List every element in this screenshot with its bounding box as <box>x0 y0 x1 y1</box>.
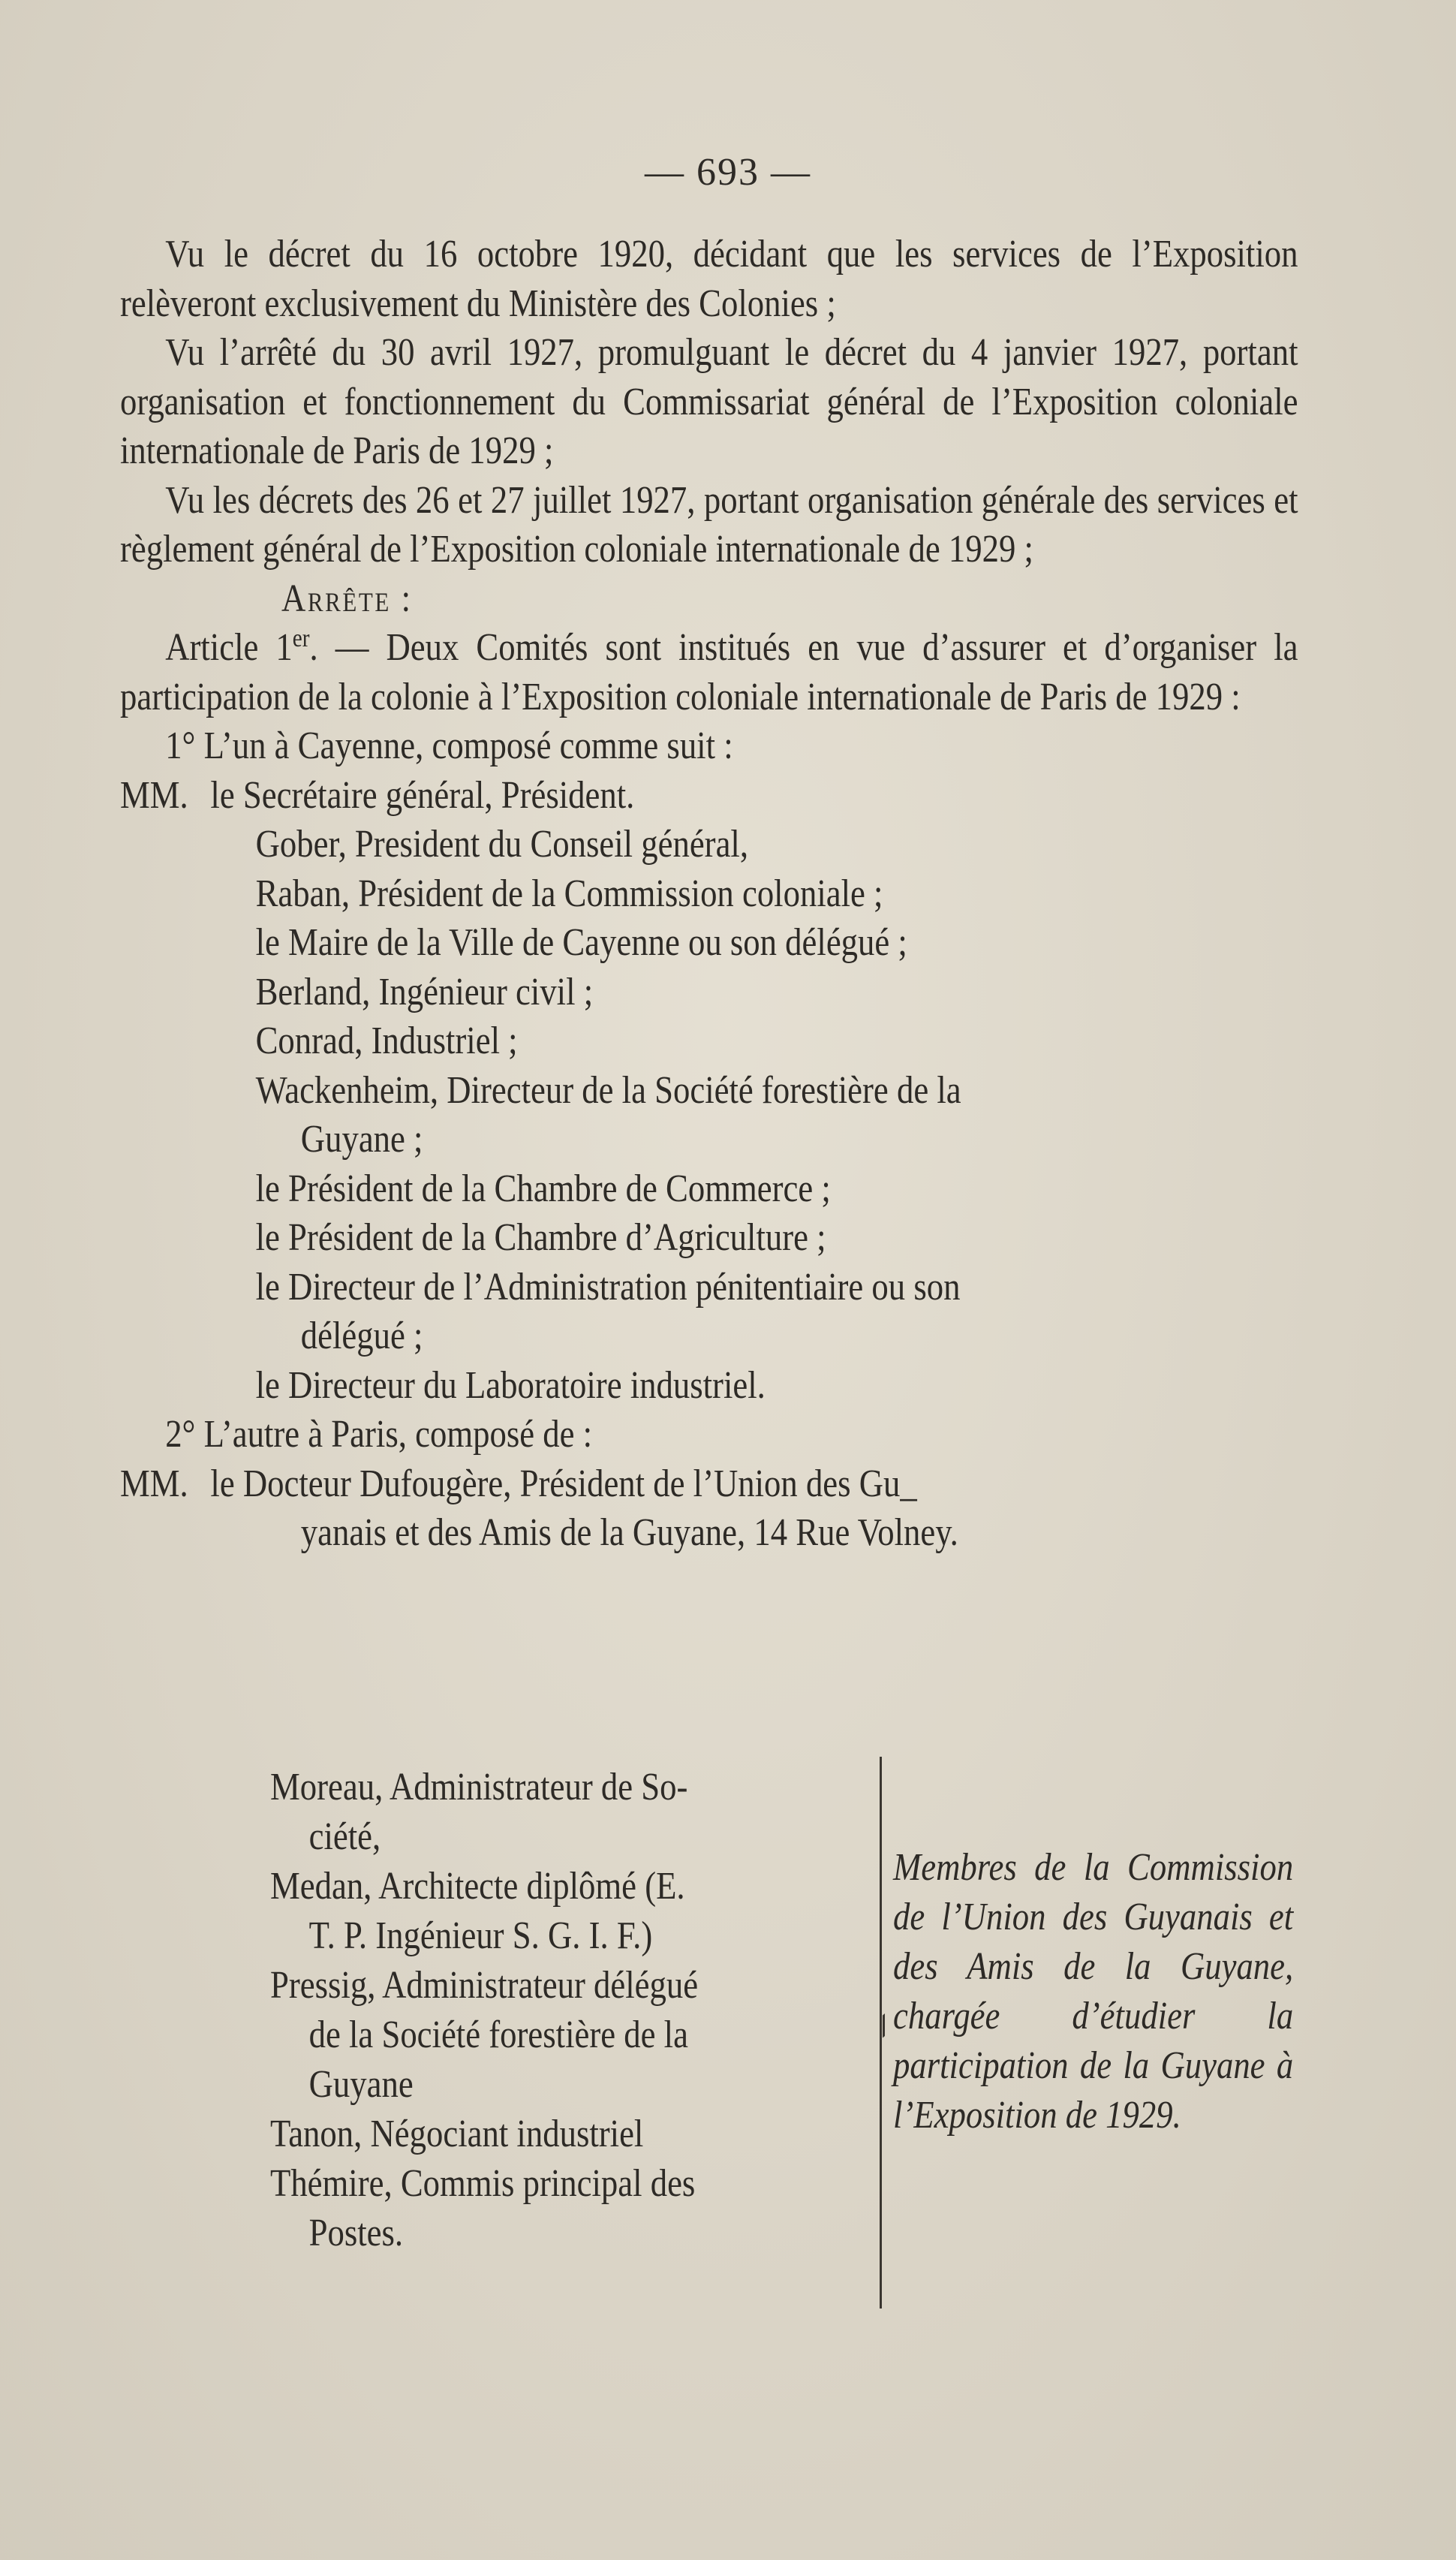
article-1 <box>120 623 1298 721</box>
committee-paris-first-member <box>120 1459 1298 1509</box>
member-wackenheim-line2: Guyane ; <box>300 1118 423 1161</box>
arrete-heading: Arrête : <box>281 577 413 620</box>
member-pressig-line2: de la Société forestière de la <box>308 2013 688 2056</box>
member-dufougere-line1: le Docteur Dufougère, Président de l’Union des Gu_ <box>210 1462 917 1505</box>
member-themire-line1: Thémire, Commis principal des <box>270 2162 696 2205</box>
member-conrad: Conrad, Industriel ; <box>255 1019 518 1062</box>
member-berland: Berland, Ingénieur civil ; <box>255 970 594 1013</box>
member-administration-penitentiaire <box>120 1263 1298 1361</box>
member-wackenheim <box>120 1066 1298 1164</box>
member-dufougere-line2: yanais et des Amis de la Guyane, 14 Rue Volney. <box>300 1511 958 1554</box>
paragraph-decret-1920: Vu le décret du 16 octobre 1920, décidant que les services de l’Exposition relèveront exclusivement du Ministère des Colonies ; <box>120 233 1298 325</box>
member-maire: le Maire de la Ville de Cayenne ou son délégué ; <box>255 921 907 964</box>
member-raban: Raban, Président de la Commission coloniale ; <box>255 872 883 915</box>
member-themire-line2: Postes. <box>308 2212 404 2254</box>
member-chambre-agriculture: le Président de la Chambre d’Agriculture ; <box>255 1216 826 1259</box>
member-tanon <box>270 2110 787 2159</box>
member-moreau <box>270 1763 787 1862</box>
member-pressig <box>270 1961 787 2110</box>
page-number: — 693 — <box>645 151 811 194</box>
member-moreau-line1: Moreau, Administrateur de So- <box>270 1766 688 1809</box>
mm-label: MM. <box>120 773 188 817</box>
committee-paris-heading: 2° L’autre à Paris, composé de : <box>165 1413 593 1456</box>
decree-body <box>120 230 1298 1558</box>
commission-members <box>270 1763 787 2258</box>
article-sup: er <box>292 625 310 652</box>
paragraph-arrete-1927: Vu l’arrêté du 30 avril 1927, promulguant le décret du 4 janvier 1927, portant organisation et fonctionnement du Commissariat général de l’Exposition coloniale internationale de Paris de 1929 ; <box>120 331 1298 472</box>
commission-note: Membres de la Commission de l’Union des Guyanais et des Amis de la Guyane, chargée d’étudier la participation de la Guyane à l’Exposition de 1929. <box>893 1846 1294 2137</box>
member-dufougere <box>120 1508 1298 1558</box>
paragraph-decrets-juillet: Vu les décrets des 26 et 27 juillet 1927, portant organisation générale des services et règlement général de l’Exposition coloniale internationale de 1929 ; <box>120 478 1298 571</box>
member-medan <box>270 1862 787 1961</box>
article-text: . — Deux Comités sont institués en vue d’assurer et d’organiser la participation de la colonie à l’Exposition coloniale internationale de Paris de 1929 : <box>120 626 1298 718</box>
member-tanon-line1: Tanon, Négociant industriel <box>270 2113 644 2155</box>
member-themire <box>270 2159 787 2258</box>
member-chambre-commerce: le Président de la Chambre de Commerce ; <box>255 1167 831 1210</box>
committee-cayenne-heading: 1° L’un à Cayenne, composé comme suit : <box>165 724 733 767</box>
mm-label-2: MM. <box>120 1462 188 1505</box>
member-laboratoire: le Directeur du Laboratoire industriel. <box>255 1363 766 1407</box>
member-medan-line2: T. P. Ingénieur S. G. I. F.) <box>308 1914 653 1957</box>
member-medan-line1: Medan, Architecte diplômé (E. <box>270 1865 685 1908</box>
member-ap-line2: délégué ; <box>300 1315 423 1357</box>
member-ap-line1: le Directeur de l’Administration pénitentiaire ou son <box>255 1265 961 1309</box>
member-moreau-line2: ciété, <box>308 1815 381 1858</box>
committee-cayenne-first-member <box>120 771 1298 821</box>
member-secretaire: le Secrétaire général, Président. <box>210 773 635 817</box>
member-gober: Gober, President du Conseil général, <box>255 823 749 866</box>
article-label: Article 1 <box>165 626 293 669</box>
member-pressig-line1: Pressig, Administrateur délégué <box>270 1964 699 2007</box>
member-wackenheim-line1: Wackenheim, Directeur de la Société forestière de la <box>255 1068 961 1112</box>
member-pressig-line3: Guyane <box>308 2063 414 2106</box>
